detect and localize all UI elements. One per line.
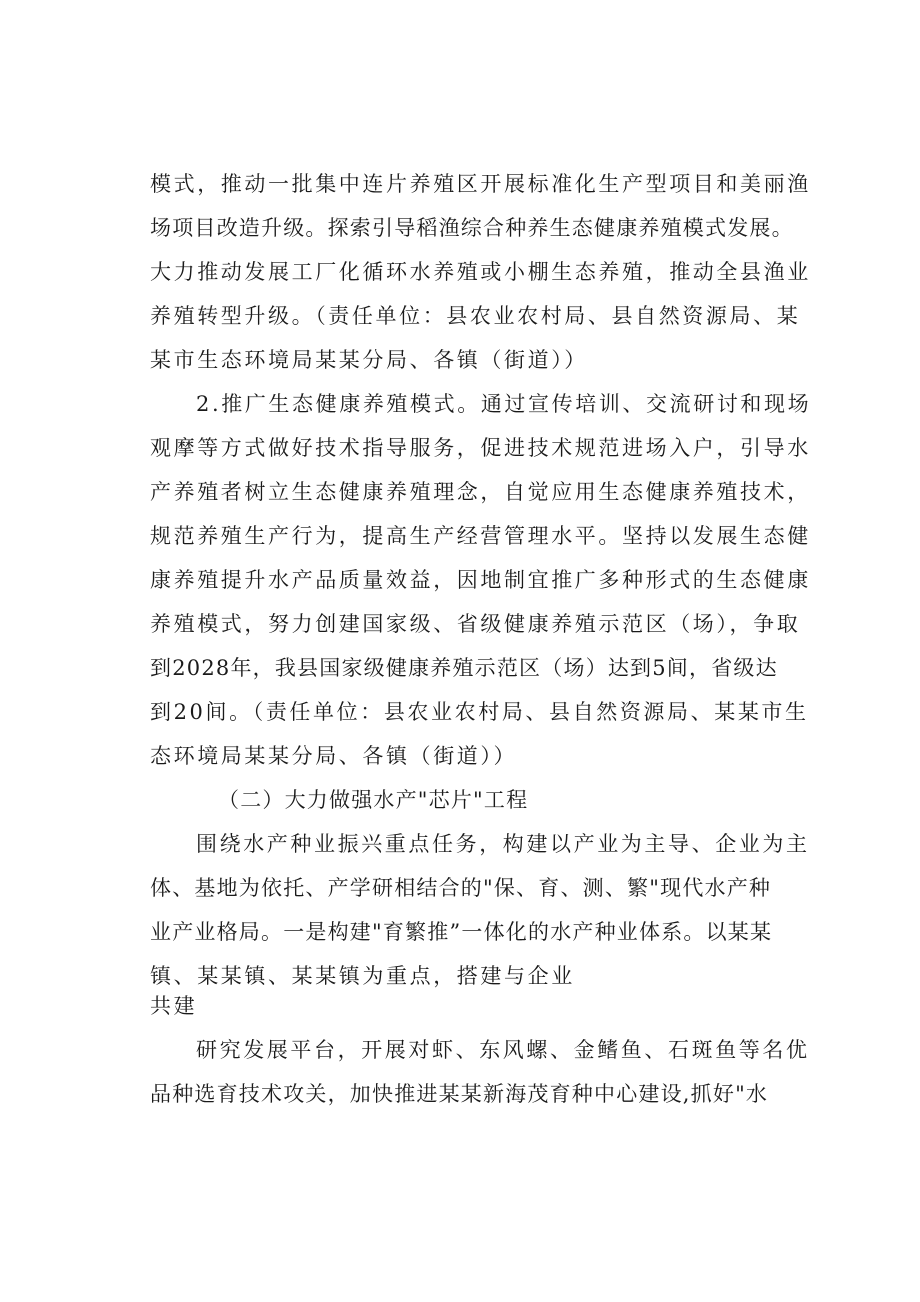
paragraph-line: 到20间。（责任单位：县农业农村局、县自然资源局、某某市生 xyxy=(150,700,809,724)
list-item-heading: 2.推广生态健康养殖模式。通过宣传培训、交流研讨和现场 xyxy=(196,392,812,416)
paragraph-line: 场项目改造升级。探索引导稻渔综合种养生态健康养殖模式发展。 xyxy=(150,216,794,240)
paragraph-line: 规范养殖生产行为，提高生产经营管理水平。坚持以发展生态健 xyxy=(150,524,811,548)
paragraph-line: 某市生态环境局某某分局、各镇（街道）） xyxy=(150,348,588,372)
paragraph-line: 大力推动发展工厂化循环水养殖或小棚生态养殖，推动全县渔业 xyxy=(150,260,811,284)
paragraph-line: 养殖模式，努力创建国家级、省级健康养殖示范区（场），争取 xyxy=(150,612,801,636)
paragraph-line: 产养殖者树立生态健康养殖理念，自觉应用生态健康养殖技术， xyxy=(150,480,811,504)
paragraph-line: 体、基地为依托、产学研相结合的"保、育、测、繁"现代水产种 xyxy=(150,876,772,900)
paragraph-line: 研究发展平台，开展对虾、东风螺、金鳍鱼、石斑鱼等名优 xyxy=(196,1038,810,1062)
paragraph-line: 品种选育技术攻关，加快推进某某新海茂育种中心建设,抓好"水 xyxy=(150,1082,769,1106)
paragraph-line: 态环境局某某分局、各镇（街道）） xyxy=(150,744,518,768)
section-heading: （二）大力做强水产"芯片"工程 xyxy=(218,788,529,812)
paragraph-line: 业产业格局。一是构建"育繁推”一体化的水产种业体系。以某某 xyxy=(150,920,773,944)
paragraph-line: 镇、某某镇、某某镇为重点，搭建与企业 xyxy=(150,964,575,988)
paragraph-line: 康养殖提升水产品质量效益，因地制宜推广多种形式的生态健康 xyxy=(150,568,811,592)
paragraph-line: 养殖转型升级。（责任单位：县农业农村局、县自然资源局、某 xyxy=(150,304,801,328)
paragraph-line: 共建 xyxy=(150,994,198,1018)
paragraph-line: 到2028年，我县国家级健康养殖示范区（场）达到5间，省级达 xyxy=(150,656,778,680)
paragraph-line: 模式，推动一批集中连片养殖区开展标准化生产型项目和美丽渔 xyxy=(150,172,811,196)
paragraph-line: 观摩等方式做好技术指导服务，促进技术规范进场入户，引导水 xyxy=(150,436,811,460)
paragraph-line: 围绕水产种业振兴重点任务，构建以产业为主导、企业为主 xyxy=(196,832,810,856)
